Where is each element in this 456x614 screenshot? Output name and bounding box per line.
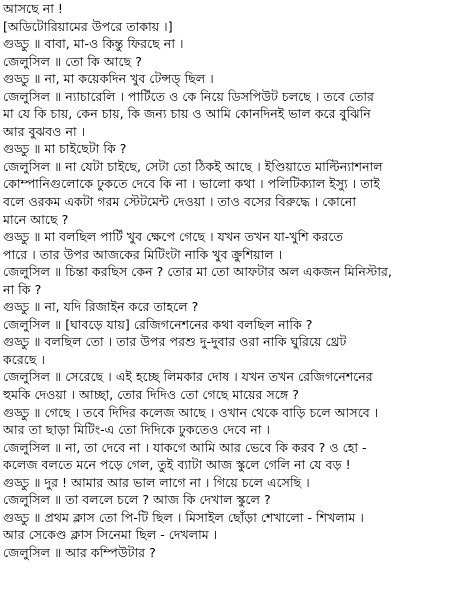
dialogue-line: জেলুসিল ॥ আর কম্পিউটার ? bbox=[3, 544, 156, 560]
dialogue-line: জেলুসিল ॥ সেরেছে । এই হচ্ছে লিমকার দোষ । যখন তখন রেজিগনেশনের bbox=[3, 369, 373, 385]
dialogue-line: জেলুসিল ॥ [ঘাবড়ে যায়] রেজিগনেশনের কথা বলছিল নাকি ? bbox=[3, 316, 313, 332]
dialogue-line: আর তা ছাড়া মিটিং-এ তো দিদিকে ঢুকতেও দেবে না । bbox=[3, 422, 270, 438]
dialogue-line: গুড্ডু ॥ না, মা কয়েকদিন খুব টেন্সড্ ছিল । bbox=[3, 71, 214, 87]
dialogue-line: জেলুসিল ॥ চিন্তা করছিস কেন ? তোর মা তো আফটার অল একজন মিনিস্টার, bbox=[3, 264, 392, 280]
dialogue-line: গুড্ডু ॥ না, যদি রিজাইন করে তাহলে ? bbox=[3, 299, 199, 315]
dialogue-line: না কি ? bbox=[3, 281, 42, 297]
dialogue-line: মানে আছে ? bbox=[3, 211, 69, 227]
dialogue-line: গুড্ডু ॥ বাবা, মা-ও কিন্তু ফিরছে না । bbox=[3, 36, 184, 52]
dialogue-line: পারে । তার উপর আজকের মিটিংটা নাকি খুব ক্রুশিয়াল । bbox=[3, 246, 283, 262]
dialogue-line: গুড্ডু ॥ বলছিল তো । তার উপর পরশু দু-দুবার ওরা নাকি ঘুরিয়ে থ্রেট bbox=[3, 334, 347, 350]
dialogue-line: জেলুসিল ॥ না, তা দেবে না । যাকগে আমি আর ভেবে কি করব ? ও হো - bbox=[3, 439, 367, 455]
stage-direction-line: [অডিটোরিয়ামের উপরে তাকায় ।] bbox=[3, 18, 173, 34]
dialogue-line: কলেজ বলতে মনে পড়ে গেল, তুই ব্যাটা আজ স্কুলে গেলি না যে বড় ! bbox=[3, 457, 351, 473]
dialogue-line: করেছে । bbox=[3, 351, 45, 367]
dialogue-line: বলে ওরকম একটা গরম স্টেটমেন্ট দেওয়া । তাও বসের বিরুদ্ধে । কোনো bbox=[3, 194, 357, 210]
text-line: আসছে না ! bbox=[3, 1, 63, 16]
dialogue-line: গুড্ডু ॥ মা বলছিল পার্টি খুব ক্ষেপে গেছে । যখন তখন যা-খুশি করতে bbox=[3, 229, 343, 245]
dialogue-line: হুমকি দেওয়া । আচ্ছা, তোর দিদিও তো গেছে মায়ের সঙ্গে ? bbox=[3, 387, 299, 403]
dialogue-line: কোম্পানিগুলোকে ঢুকতে দেবে কি না । ভালো কথা । পলিটিক্যাল ইস্যু । তাই bbox=[3, 176, 380, 192]
dialogue-line: মা যে কি চায়, কেন চায়, কি জন্য চায় ও আমি কোনদিনই ভাল করে বুঝিনি bbox=[3, 106, 371, 122]
dialogue-line: জেলুসিল ॥ তা বললে চলে ? আজ কি দেখাল স্কুলে ? bbox=[3, 492, 271, 508]
dialogue-line: গুড্ডু ॥ দুর ! আমার আর ভাল লাগে না । গিয়ে চলে এসেছি । bbox=[3, 474, 310, 490]
dialogue-line: গুড্ডু ॥ গেছে । তবে দিদির কলেজ আছে । ওখান থেকে বাড়ি চলে আসবে । bbox=[3, 404, 379, 420]
dialogue-line: জেলুসিল ॥ ন্যাচারেলি । পার্টিতে ও কে নিয়ে ডিসপিউট চলছে । তবে তোর bbox=[3, 88, 374, 104]
dialogue-line: আর বুঝবও না । bbox=[3, 123, 86, 139]
dialogue-line: জেলুসিল ॥ না যেটা চাইছে, সেটা তো ঠিকই আছে । ইণ্ডিয়াতে মাল্টিন্যাশনাল bbox=[3, 158, 383, 174]
dialogue-line: গুড্ডু ॥ মা চাইছেটা কি ? bbox=[3, 141, 127, 157]
dialogue-line: জেলুসিল ॥ তো কি আছে ? bbox=[3, 53, 142, 69]
dialogue-line: আর সেকেণ্ড ক্লাস সিনেমা ছিল - দেখলাম । bbox=[3, 527, 218, 543]
dialogue-line: গুড্ডু ॥ প্রথম ক্লাস তো পি-টি ছিল । মিসাইল ছোঁড়া শেখালো - শিখলাম । bbox=[3, 509, 364, 525]
